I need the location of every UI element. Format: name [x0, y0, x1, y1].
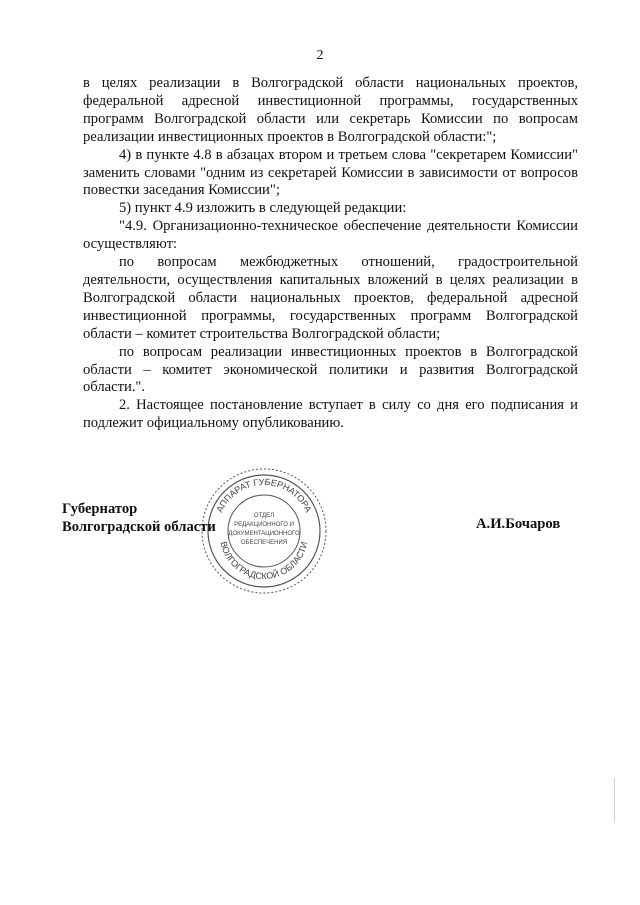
svg-text:ОТДЕЛ: ОТДЕЛ [253, 513, 275, 519]
signatory-title-line: Губернатор [62, 501, 138, 517]
paragraph: в целях реализации в Волгоградской области национальных проектов, федеральной адресной инвестиционной программы, государственных программ Волгоградской области или секретарь Комиссии по вопросам реализации инвестиционных проектов в Волгоградской области:"; [83, 75, 578, 145]
svg-text:ДОКУМЕНТАЦИОННОГО: ДОКУМЕНТАЦИОННОГО [228, 531, 300, 537]
signatory-name: А.И.Бочаров [476, 516, 561, 532]
document-body [83, 75, 578, 433]
svg-text:РЕДАКЦИОННОГО И: РЕДАКЦИОННОГО И [234, 522, 294, 528]
page-number: 2 [316, 48, 324, 63]
paragraph: "4.9. Организационно-техническое обеспечение деятельности Комиссии осуществляют: [83, 218, 578, 253]
paragraph: 2. Настоящее постановление вступает в силу со дня его подписания и подлежит официальному опубликованию. [83, 397, 578, 432]
paragraph: по вопросам межбюджетных отношений, градостроительной деятельности, осуществления капитальных вложений в целях реализации в Волгоградской области национальных проектов, федеральной адресной инвестиционной программы, государственных программ Волгоградской области – комитет строительства Волгоградской области; [83, 254, 578, 342]
official-stamp [198, 465, 330, 597]
paragraph: по вопросам реализации инвестиционных проектов в Волгоградской области – комитет экономической политики и развития Волгоградской области.". [83, 343, 578, 396]
signatory-title-line: Волгоградской области [62, 519, 216, 535]
svg-text:ВОЛГОГРАДСКОЙ ОБЛАСТИ: ВОЛГОГРАДСКОЙ ОБЛАСТИ [218, 540, 310, 582]
stamp-seal-icon [198, 465, 330, 597]
svg-text:АППАРАТ ГУБЕРНАТОРА: АППАРАТ ГУБЕРНАТОРА [214, 476, 314, 514]
scan-edge-mark [614, 778, 615, 823]
signatory-title [62, 500, 216, 536]
paragraph: 5) пункт 4.9 изложить в следующей редакции: [119, 200, 407, 217]
svg-text:ОБЕСПЕЧЕНИЯ: ОБЕСПЕЧЕНИЯ [240, 540, 288, 546]
paragraph: 4) в пункте 4.8 в абзацах втором и третьем слова "секретарем Комиссии" заменить словами "одним из секретарей Комиссии в зависимости от вопросов повестки заседания Комиссии"; [83, 146, 578, 199]
